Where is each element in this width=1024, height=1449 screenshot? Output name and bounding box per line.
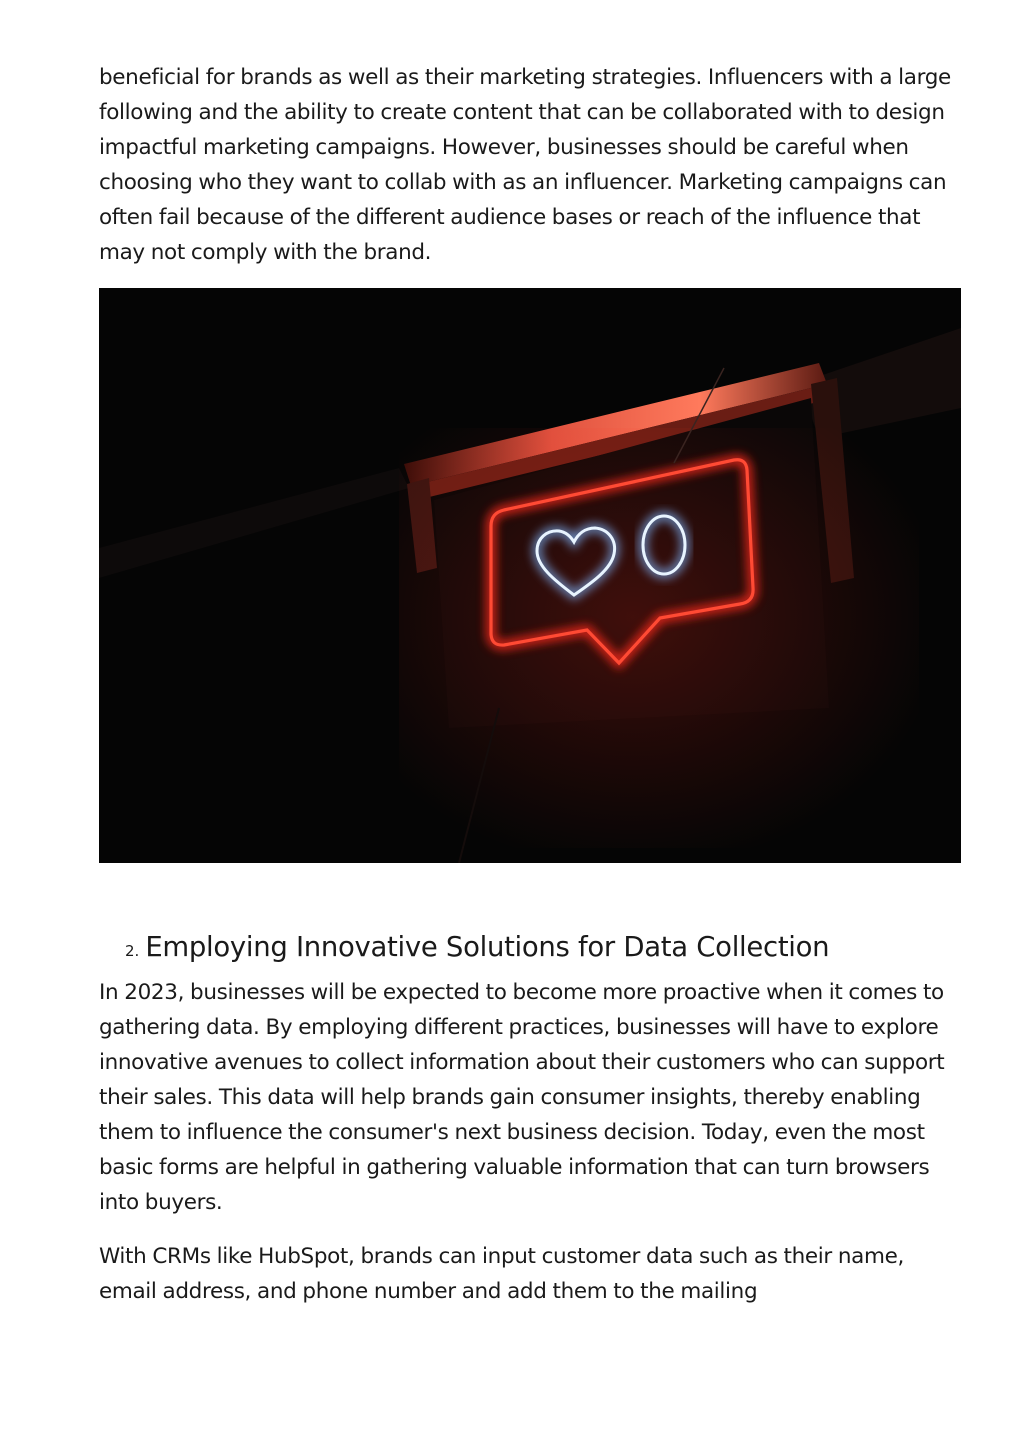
section-heading [125,931,965,963]
document-page [99,60,965,1309]
body-paragraph: In 2023, businesses will be expected to become more proactive when it comes to gathering data. By employing different practices, businesses will have to explore innovative avenues to collect information about their customers who can support their sales. This data will help brands gain consumer insights, thereby enabling them to influence the consumer's next business decision. Today, even the most basic forms are helpful in gathering valuable information that can turn browsers into buyers. [99,980,945,1215]
body-paragraph: beneficial for brands as well as their marketing strategies. Influencers with a large following and the ability to create content that can be collaborated with to design impactful marketing campaigns. However, businesses should be careful when choosing who they want to collab with as an influencer. Marketing campaigns can often fail because of the different audience bases or reach of the influence that may not comply with the brand. [99,65,951,265]
section-number: 2. [125,942,140,960]
body-paragraph: With CRMs like HubSpot, brands can input customer data such as their name, email address, and phone number and add them to the mailing [99,1244,904,1304]
neon-like-sign-photo [99,288,961,863]
section-title: Employing Innovative Solutions for Data Collection [145,931,830,963]
